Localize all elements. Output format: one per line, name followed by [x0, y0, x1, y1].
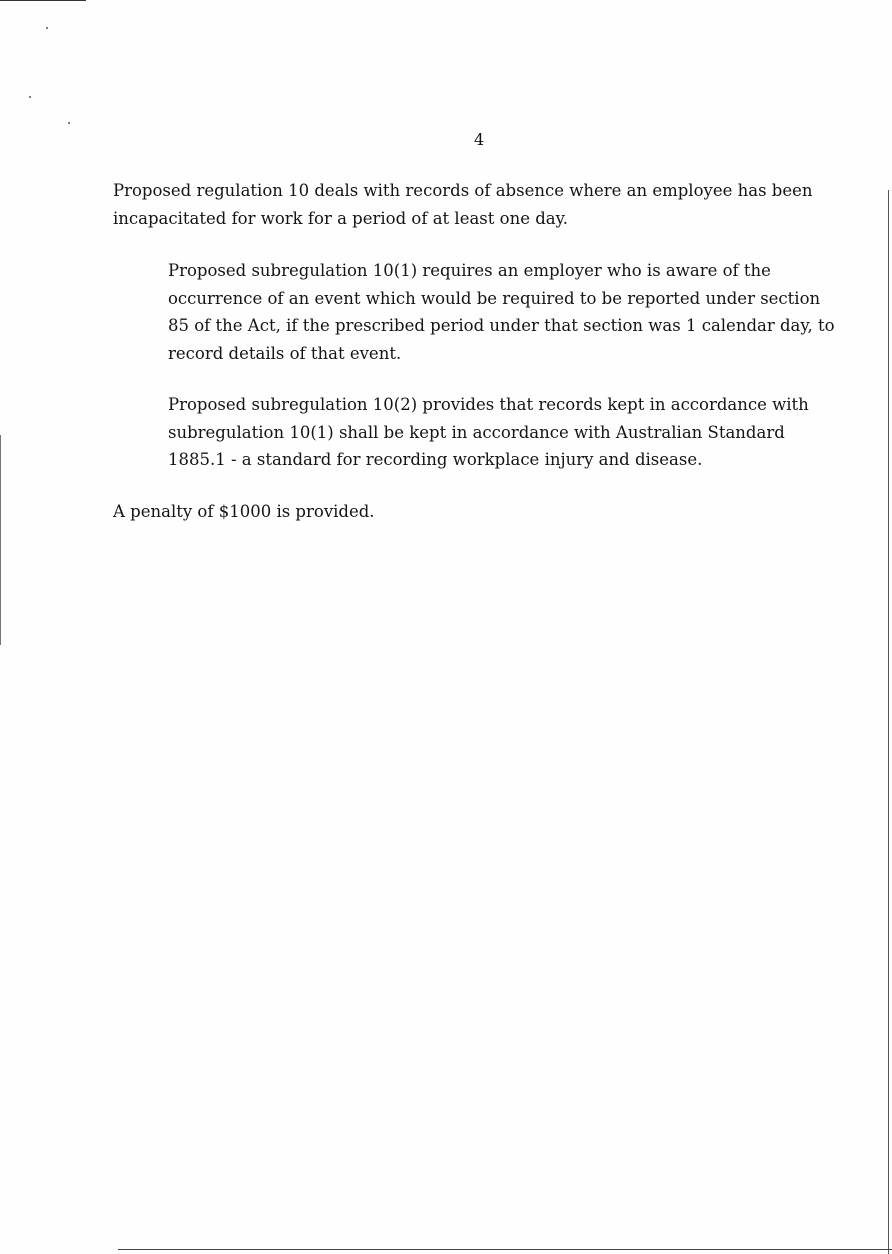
paragraph-regulation-10: [113, 177, 813, 232]
paragraph-line: Proposed regulation 10 deals with records of absence where an employee has been: [113, 181, 813, 200]
scan-edge-right: [888, 190, 889, 1254]
scan-speck: [46, 27, 48, 29]
scan-edge-top: [0, 0, 86, 1]
paragraph-line: Proposed subregulation 10(2) provides that records kept in accordance with: [168, 395, 809, 414]
scan-edge-left: [0, 435, 1, 645]
paragraph-subregulation-10-2: [168, 391, 809, 474]
scan-speck: [68, 122, 70, 124]
paragraph-line: incapacitated for work for a period of at least one day.: [113, 208, 568, 228]
scan-speck: [29, 96, 31, 98]
page-number: 4: [474, 130, 485, 149]
paragraph-line: occurrence of an event which would be required to be reported under section: [168, 288, 821, 308]
paragraph-line: A penalty of $1000 is provided.: [113, 502, 375, 521]
paragraph-penalty: [113, 498, 375, 526]
scan-edge-bottom: [118, 1249, 892, 1250]
paragraph-line: subregulation 10(1) shall be kept in accordance with Australian Standard: [168, 422, 785, 442]
paragraph-line: 1885.1 - a standard for recording workplace injury and disease.: [168, 450, 703, 469]
paragraph-line: 85 of the Act, if the prescribed period under that section was 1 calendar day, to: [168, 316, 835, 335]
paragraph-subregulation-10-1: [168, 257, 835, 367]
paragraph-line: Proposed subregulation 10(1) requires an employer who is aware of the: [168, 261, 771, 280]
paragraph-line: record details of that event.: [168, 343, 402, 363]
